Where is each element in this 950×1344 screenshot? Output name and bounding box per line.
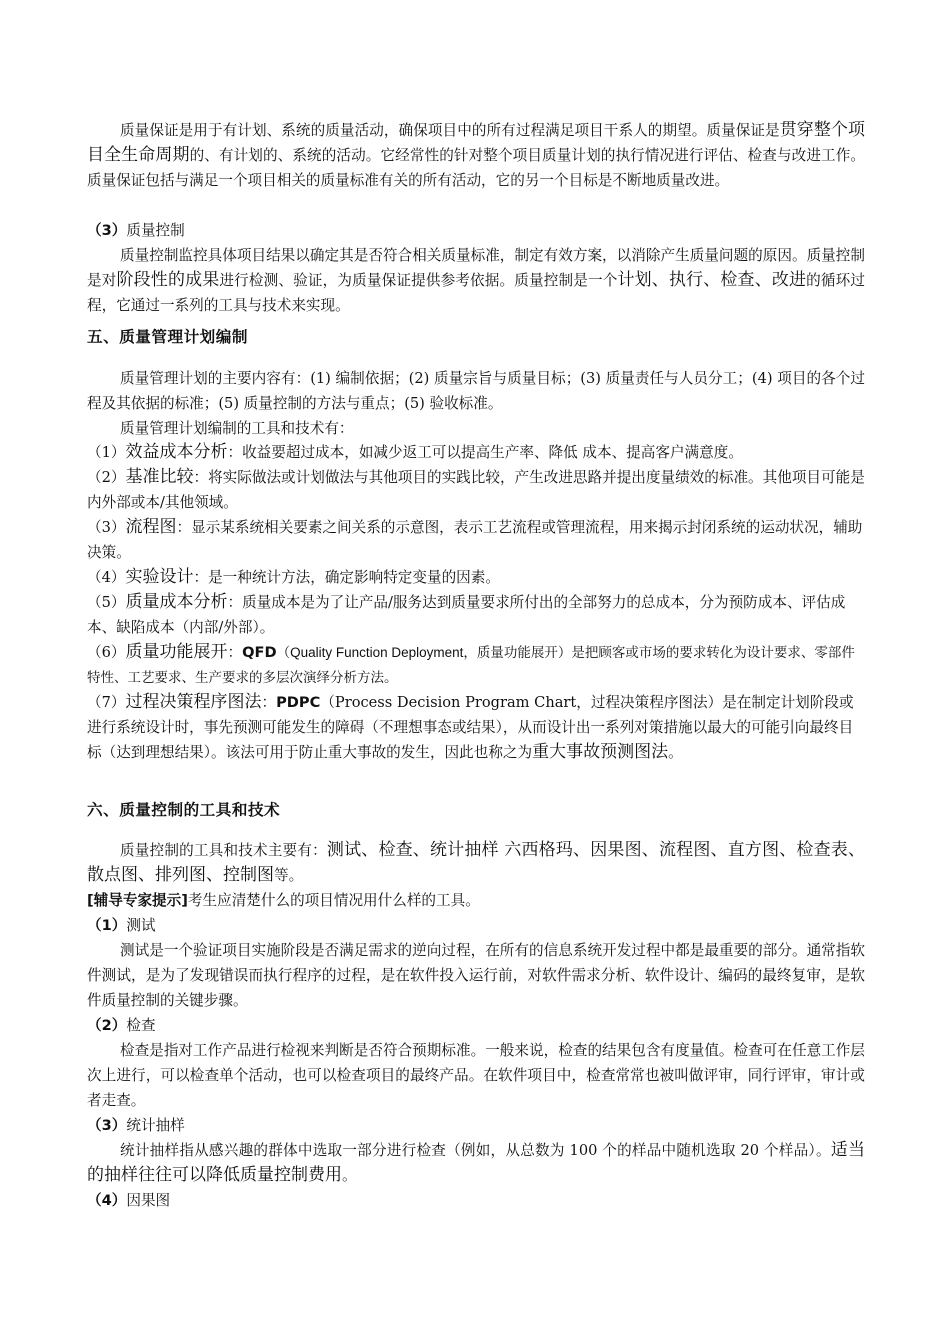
item-tail-emphasis: 重大事故预测图法 xyxy=(532,742,669,762)
section6-intro-b: 等。 xyxy=(274,867,304,884)
section5-tools-intro-text: 质量管理计划编制的工具和技术有： xyxy=(120,420,354,437)
qc-heading-text: 质量控制 xyxy=(126,222,185,239)
subsection-inspection-paragraph xyxy=(87,1038,865,1113)
item-text: ：显示某系统相关要素之间关系的示意图，表示工艺流程或管理流程，用来揭示封闭系统的运动状况，辅助决策。 xyxy=(87,519,863,561)
section5-tools-intro xyxy=(87,416,865,441)
subsection-number: （2） xyxy=(87,1017,127,1034)
subsection-title: 统计抽样 xyxy=(126,1117,185,1134)
item-number: （1） xyxy=(87,444,126,461)
item-number: （7） xyxy=(87,694,126,711)
item-number: （2） xyxy=(87,469,126,486)
subsection-test-paragraph xyxy=(87,938,865,1013)
qc-text-b: 进行检测、验证，为质量保证提供参考依据。质量控制是一个 xyxy=(219,272,618,289)
subsection-number: （4） xyxy=(87,1192,127,1209)
section6-intro-emphasis: 测试、检查、统计抽样 六西格玛、因果图、流程图、直方图、检查表、散点图、排列图、控制图 xyxy=(87,840,865,885)
item-term: 质量功能展开 xyxy=(125,642,228,662)
section5-item-6: （6）质量功能展开：QFD（Quality Function Deployment，质量功能展开）是把顾客或市场的要求转化为设计要求、零部件特性、工艺要求、生产要求的多层次演绎分析方法。 xyxy=(87,642,855,685)
subsection-inspection-heading xyxy=(87,1013,865,1038)
section6-heading: 六、质量控制的工具和技术 xyxy=(87,801,281,819)
item-text: ：将实际做法或计划做法与其他项目的实践比较，产生改进思路并提出度量绩效的标准。其他项目可能是内外部或本/其他领域。 xyxy=(87,469,865,511)
section6-intro xyxy=(87,838,865,888)
item-text: （Process Decision Program Chart，过程决策程序图法）是在制定计划阶段或进行系统设计时，事先预测可能发生的障碍（不理想事态或结果），从而设计出一系列对策措施以最大的可能引向最终目标（达到理想结果）。该法可用于防止重大事故的发生，因此也称之为 xyxy=(87,694,854,761)
qa-emphasis: 贯穿整个项目全生命周期 xyxy=(87,120,866,165)
qa-text-a: 质量保证是用于有计划、系统的质量活动，确保项目中的所有过程满足项目干系人的期望。质量保证是 xyxy=(120,122,780,139)
section5-item-5 xyxy=(87,590,865,640)
item-text: ：收益要超过成本，如减少返工可以提高生产率、降低 成本、提高客户满意度。 xyxy=(227,444,743,461)
section5-item-4 xyxy=(87,565,865,590)
subsection-test-heading xyxy=(87,913,865,938)
qc-emphasis-2: 计划、执行、检查、改进 xyxy=(617,270,807,290)
expert-tip-label: [辅导专家提示] xyxy=(87,892,188,909)
section5-intro xyxy=(87,366,865,416)
qc-heading-number: （3） xyxy=(87,222,127,239)
subsection-inspection-text: 检查是指对工作产品进行检视来判断是否符合预期标准。一般来说，检查的结果包含有度量值。检查可在任意工作层次上进行，可以检查单个活动，也可以检查项目的最终产品。在软件项目中，检查常常也被叫做评审，同行评审，审计或者走查。 xyxy=(87,1042,865,1109)
qa-text-b: 的、有计划的、系统的活动。它经常性的针对整个项目质量计划的执行情况进行评估、检查与改进工作。质量保证包括与满足一个项目相关的质量标准有关的所有活动，它的另一个目标是不断地质量改进。 xyxy=(87,147,866,189)
sampling-text-b: 。 xyxy=(342,1167,357,1184)
qc-text-a: 质量控制监控具体项目结果以确定其是否符合相关质量标准，制定有效方案，以消除产生质量问题的原因。质量控制是对 xyxy=(87,247,865,289)
sampling-emphasis: 适当的抽样往往可以降低质量控制费用 xyxy=(87,1140,866,1185)
qa-paragraph xyxy=(87,118,865,193)
section6-intro-a: 质量控制的工具和技术主要有： xyxy=(120,842,327,859)
qc-heading xyxy=(87,218,865,243)
qc-emphasis-1: 阶段性的成果 xyxy=(116,270,220,290)
section5-intro-text: 质量管理计划的主要内容有：(1) 编制依据；(2) 质量宗旨与质量目标；(3) 质量责任与人员分工；(4) 项目的各个过程及其依据的标准；(5) 质量控制的方法与重点；(5) 验收标准。 xyxy=(87,370,865,412)
item-term: 效益成本分析 xyxy=(125,442,228,462)
item-number: （6） xyxy=(87,644,126,661)
item-term: 质量成本分析 xyxy=(125,592,228,612)
item-text: ：质量成本是为了让产品/服务达到质量要求所付出的全部努力的总成本，分为预防成本、评估成本、缺陷成本（内部/外部）。 xyxy=(87,594,846,636)
qc-text-c: 的循环过程，它通过一系列的工具与技术来实现。 xyxy=(87,272,865,314)
subsection-title: 测试 xyxy=(126,917,156,934)
item-number: （3） xyxy=(87,519,126,536)
subsection-sampling-paragraph xyxy=(87,1138,865,1188)
qc-paragraph xyxy=(87,243,865,318)
sampling-text-a: 统计抽样指从感兴趣的群体中选取一部分进行检查（例如，从总数为 100 个的样品中随机选取 20 个样品）。 xyxy=(120,1142,831,1159)
item-term: 实验设计 xyxy=(125,567,194,587)
item-text: （Quality Function Deployment，质量功能展开）是把顾客或市场的要求转化为设计要求、零部件特性、工艺要求、生产要求的多层次演绎分析方法。 xyxy=(87,645,855,685)
item-number: （5） xyxy=(87,594,126,611)
subsection-test-text: 测试是一个验证项目实施阶段是否满足需求的逆向过程，在所有的信息系统开发过程中都是最重要的部分。通常指软件测试，是为了发现错误而执行程序的过程，是在软件投入运行前，对软件需求分析、软件设计、编码的最终复审，是软件质量控制的关键步骤。 xyxy=(87,942,865,1009)
item-number: （4） xyxy=(87,569,126,586)
item-term: 流程图 xyxy=(125,517,177,537)
section5-item-3 xyxy=(87,515,865,565)
item-term: 基准比较 xyxy=(125,467,194,487)
item-text: ：是一种统计方法，确定影响特定变量的因素。 xyxy=(193,569,500,586)
subsection-title: 因果图 xyxy=(126,1192,171,1209)
subsection-number: （1） xyxy=(87,917,127,934)
item-abbr: PDPC xyxy=(276,694,321,711)
section5-item-2 xyxy=(87,465,865,515)
section5-item-1 xyxy=(87,440,865,465)
subsection-number: （3） xyxy=(87,1117,127,1134)
item-term: 过程决策程序图法 xyxy=(125,692,262,712)
section5-heading: 五、质量管理计划编制 xyxy=(87,328,248,346)
expert-tip-text: 考生应清楚什么的项目情况用什么样的工具。 xyxy=(187,892,480,909)
item-abbr: QFD xyxy=(242,644,277,661)
item-tail: 。 xyxy=(668,744,683,761)
subsection-cause-effect-heading xyxy=(87,1188,865,1213)
subsection-title: 检查 xyxy=(126,1017,156,1034)
section5-item-7: （7）过程决策程序图法：PDPC（Process Decision Program Chart，过程决策程序图法）是在制定计划阶段或进行系统设计时，事先预测可能发生的障碍（不理想事态或结果），从而设计出一系列对策措施以最大的可能引向最终目标（达到理想结果）。该法可用于防止重大事故的发生，因此也称之为重大事故预测图法。 xyxy=(87,692,854,762)
subsection-sampling-heading xyxy=(87,1113,865,1138)
expert-tip xyxy=(87,888,865,913)
